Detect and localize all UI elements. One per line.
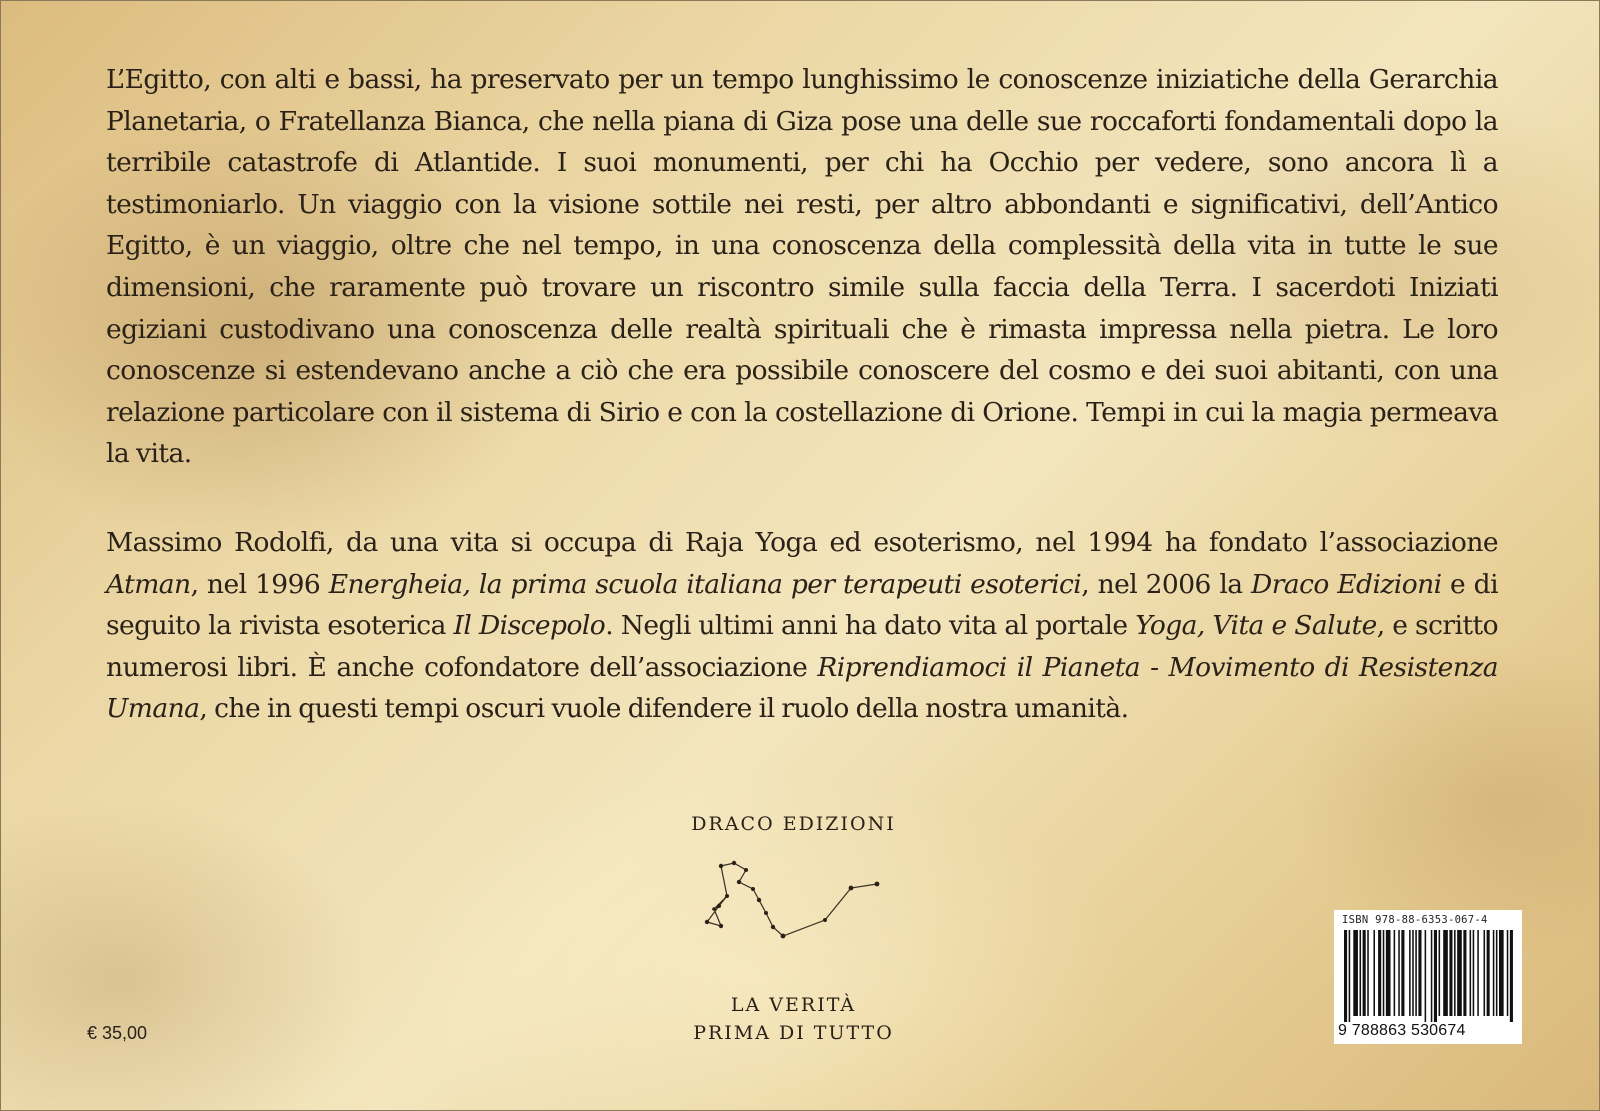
italic-text-segment: Il Discepolo <box>453 610 606 642</box>
barcode-bar <box>1373 930 1375 1016</box>
barcode-bar <box>1431 930 1433 1022</box>
price-label: € 35,00 <box>87 1023 148 1043</box>
barcode-bar <box>1470 930 1472 1016</box>
barcode-bar <box>1401 930 1404 1016</box>
text-segment: e di seguito la rivista esoterica <box>106 568 1498 642</box>
italic-text-segment: Riprendiamoci il Pianeta - Movimento di Resistenza Umana <box>106 651 1498 725</box>
author-bio-paragraph <box>106 522 1498 730</box>
barcode-bar <box>1349 930 1351 1022</box>
barcode-bar <box>1487 930 1490 1016</box>
barcode-bar <box>1415 930 1417 1016</box>
text-segment: . Negli ultimi anni ha dato vita al portale <box>605 610 1136 642</box>
italic-text-segment: Energheia, la prima scuola italiana per terapeuti esoterici <box>328 568 1082 600</box>
barcode-bar <box>1443 930 1448 1016</box>
publisher-name: DRACO EDIZIONI <box>691 813 896 835</box>
motto-line-1: LA VERITÀ <box>730 994 857 1016</box>
barcode-bar <box>1394 930 1396 1016</box>
description-paragraph <box>106 59 1498 475</box>
barcode-bar <box>1386 930 1391 1016</box>
barcode-bar <box>1493 930 1495 1016</box>
barcode-bar <box>1367 930 1369 1016</box>
barcode-bar <box>1425 930 1427 1022</box>
barcode-bar <box>1378 930 1381 1016</box>
barcode-bar <box>1418 930 1421 1016</box>
barcode-bar <box>1457 930 1462 1016</box>
barcode-bar <box>1510 930 1513 1022</box>
barcode-bar <box>1507 930 1509 1016</box>
barcode-bar <box>1398 930 1400 1016</box>
barcode-bar <box>1477 930 1479 1016</box>
barcode-bars <box>1342 930 1514 1022</box>
italic-text-segment: Yoga, Vita e Salute <box>1135 610 1377 642</box>
draco-constellation-icon <box>701 856 891 956</box>
barcode-bar <box>1353 930 1358 1016</box>
barcode-bar <box>1434 930 1437 1022</box>
barcode-bar <box>1360 930 1362 1016</box>
italic-text-segment: Atman <box>106 568 191 600</box>
motto-line-2: PRIMA DI TUTTO <box>693 1022 894 1044</box>
italic-text-segment: Draco Edizioni <box>1251 568 1442 600</box>
text-segment: , che in questi tempi oscuri vuole difendere il ruolo della nostra umanità. <box>199 693 1129 725</box>
text-segment: Massimo Rodolfi, da una vita si occupa di Raja Yoga ed esoterismo, nel 1994 ha fondato l’associazione <box>106 527 1498 558</box>
barcode-bar <box>1363 930 1366 1016</box>
text-segment: L’Egitto, con alti e bassi, ha preservato per un tempo lunghissimo le conoscenze iniziatiche della Gerarchia Planetaria, o Fratellanza Bianca, che nella piana di Giza pose una delle sue roccaforti fondamentali dopo la terribile catastrofe di Atlantide. I suoi monumenti, per chi ha Occhio per vedere, sono ancora lì a testimoniarlo. Un viaggio con la visione sottile nei resti, per altro abbondanti e significativi, dell’Antico Egitto, è un viaggio, oltre che nel tempo, in una conoscenza della complessità della vita in tutte le sue dimensioni, che raramente può trovare un riscontro simile sulla faccia della Terra. I sacerdoti Iniziati egiziani custodivano una conoscenza delle realtà spirituali che è rimasta impressa nella pietra. Le loro conoscenze si estendevano anche a ciò che era possibile conoscere del cosmo e dei suoi abitanti, con una relazione particolare con il sistema di Sirio e con la costellazione di Orione. Tempi in cui la magia permeava la vita. <box>106 64 1498 470</box>
barcode-bar <box>1409 930 1411 1016</box>
barcode-bar <box>1496 930 1498 1016</box>
barcode-digits: 9 788863 530674 <box>1338 1022 1466 1039</box>
text-segment: , nel 1996 <box>190 568 329 600</box>
barcode-bar <box>1344 930 1347 1022</box>
isbn-number: ISBN 978-88-6353-067-4 <box>1342 914 1488 926</box>
barcode-bar <box>1454 930 1456 1016</box>
barcode-bar <box>1449 930 1452 1016</box>
barcode-bar <box>1499 930 1504 1016</box>
isbn-barcode <box>1334 910 1522 1044</box>
barcode-bar <box>1412 930 1414 1016</box>
text-segment: , nel 2006 la <box>1081 568 1251 600</box>
barcode-bar <box>1463 930 1466 1016</box>
barcode-bar <box>1383 930 1385 1016</box>
barcode-bar <box>1473 930 1475 1016</box>
text-segment: , e scritto numerosi libri. È anche cofondatore dell’associazione <box>106 610 1499 683</box>
barcode-bar <box>1439 930 1441 1016</box>
barcode-bar <box>1484 930 1486 1016</box>
